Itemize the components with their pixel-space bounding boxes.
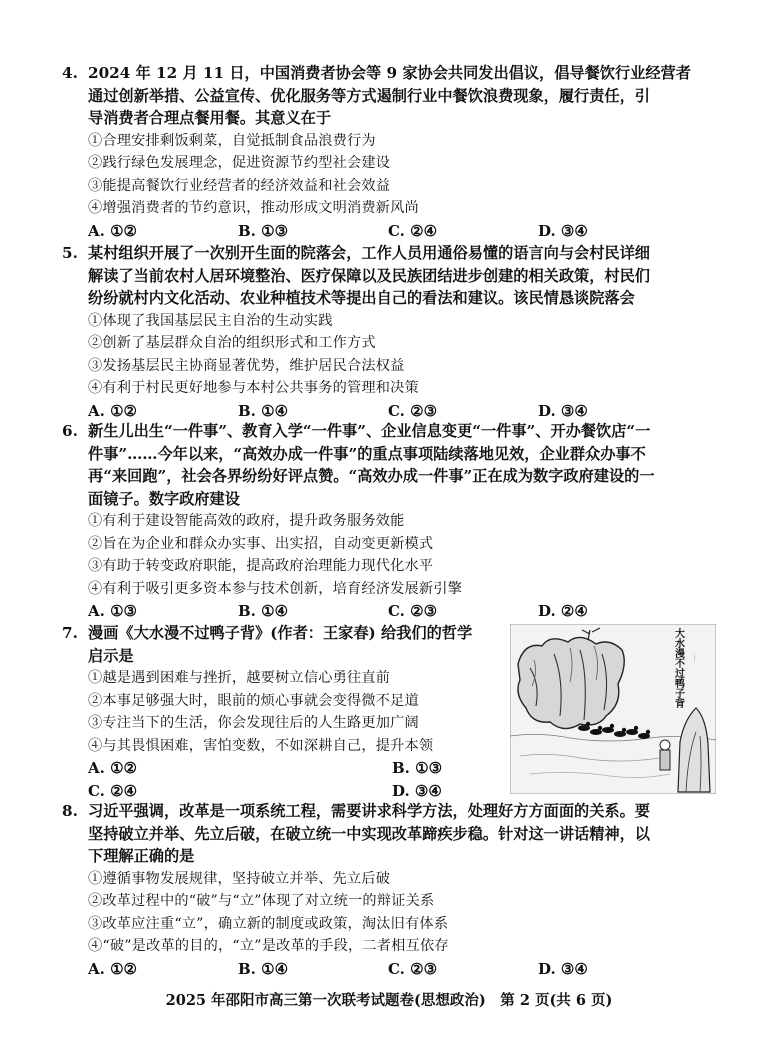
- choice-d[interactable]: D. ③④: [392, 781, 442, 800]
- answer-choices: [62, 600, 702, 623]
- question-5: [62, 242, 702, 422]
- option-1: ①越是遇到困难与挫折，越要树立信心勇往直前: [88, 670, 391, 686]
- svg-text:·····: ·····: [691, 654, 697, 662]
- stem-line: 纷纷就村内文化活动、农业种植技术等提出自己的看法和建议。该民情恳谈院落会: [88, 289, 635, 307]
- option-3: ③发扬基层民主协商显著优势，维护居民合法权益: [88, 357, 405, 374]
- choice-b[interactable]: B. ①④: [238, 401, 289, 420]
- choice-d[interactable]: D. ②④: [538, 602, 588, 620]
- choice-c[interactable]: C. ②③: [388, 602, 438, 620]
- answer-choices-row-1: [62, 757, 502, 780]
- option-2: ②改革过程中的“破”与“立”体现了对立统一的辩证关系: [88, 893, 435, 909]
- question-stem: [62, 420, 702, 510]
- stem-line: 通过创新举措、公益宣传、优化服务等方式遏制行业中餐饮浪费现象，履行责任，引: [88, 86, 650, 105]
- choice-d[interactable]: D. ③④: [538, 401, 588, 420]
- option-1: ①有利于建设智能高效的政府，提升政务服务效能: [88, 513, 405, 529]
- question-7: [62, 622, 502, 802]
- choice-d[interactable]: D. ③④: [538, 959, 588, 978]
- choice-b[interactable]: B. ①③: [392, 759, 443, 777]
- question-number: 5.: [62, 244, 78, 262]
- stem-line: 漫画《大水漫不过鸭子背》(作者：王家春) 给我们的哲学: [88, 624, 473, 642]
- option-4: ④有利于村民更好地参与本村公共事务的管理和决策: [88, 380, 419, 396]
- question-6: [62, 420, 702, 623]
- choice-a[interactable]: A. ①②: [88, 221, 137, 240]
- choice-d[interactable]: D. ③④: [538, 221, 588, 240]
- choice-c[interactable]: C. ②④: [88, 781, 138, 800]
- choice-b[interactable]: B. ①④: [238, 602, 289, 620]
- answer-choices: [62, 220, 702, 243]
- option-3: ③专注当下的生活，你会发现往后的人生路更加广阔: [88, 715, 419, 731]
- stem-line: 再“来回跑”，社会各界纷纷好评点赞。“高效办成一件事”正在成为数字政府建设的一: [88, 467, 655, 485]
- answer-choices: [62, 958, 702, 981]
- choice-b[interactable]: B. ①④: [238, 959, 289, 978]
- cartoon-drawing: [510, 624, 716, 794]
- question-stem: [62, 800, 702, 868]
- option-2: ②践行绿色发展理念，促进资源节约型社会建设: [88, 155, 391, 171]
- choice-a[interactable]: A. ①③: [88, 602, 137, 620]
- option-4: ④增强消费者的节约意识，推动形成文明消费新风尚: [88, 200, 419, 216]
- question-number: 8.: [62, 802, 78, 820]
- stem-line: 面镜子。数字政府建设: [88, 489, 240, 508]
- option-2: ②创新了基层群众自治的组织形式和工作方式: [88, 335, 376, 351]
- choice-a[interactable]: A. ①②: [88, 759, 137, 777]
- stem-line: 习近平强调，改革是一项系统工程，需要讲求科学方法，处理好方方面面的关系。要: [88, 802, 650, 820]
- stem-line: 2024 年 12 月 11 日，中国消费者协会等 9 家协会共同发出倡议，倡导餐饮行业经营者: [88, 64, 691, 82]
- question-number: 7.: [62, 624, 78, 642]
- choice-a[interactable]: A. ①②: [88, 401, 137, 420]
- option-2: ②旨在为企业和群众办实事、出实招，自动变更新模式: [88, 535, 434, 552]
- answer-choices: [62, 400, 702, 423]
- cartoon-image: [510, 624, 716, 794]
- choice-a[interactable]: A. ①②: [88, 959, 137, 978]
- choice-b[interactable]: B. ①③: [238, 221, 289, 240]
- option-3: ③能提高餐饮行业经营者的经济效益和社会效益: [88, 177, 391, 194]
- answer-choices-row-2: [62, 780, 502, 803]
- page-footer: 2025 年邵阳市高三第一次联考试题卷(思想政治) 第 2 页(共 6 页): [165, 992, 613, 1009]
- question-stem: [62, 622, 502, 667]
- option-1: ①体现了我国基层民主自治的生动实践: [88, 312, 333, 329]
- question-stem: [62, 62, 702, 130]
- option-1: ①遵循事物发展规律，坚持破立并举、先立后破: [88, 870, 391, 887]
- option-4: ④“破”是改革的目的，“立”是改革的手段，二者相互依存: [88, 938, 449, 954]
- stem-line: 下理解正确的是: [88, 847, 195, 865]
- stem-line: 坚持破立并举、先立后破，在破立统一中实现改革蹄疾步稳。针对这一讲话精神，以: [88, 824, 650, 843]
- stem-line: 导消费者合理点餐用餐。其意义在于: [88, 109, 331, 127]
- question-number: 4.: [62, 64, 78, 82]
- option-4: ④有利于吸引更多资本参与技术创新，培育经济发展新引擎: [88, 580, 463, 597]
- cartoon-caption: 大水漫不过鸭子背: [672, 628, 684, 708]
- question-stem: [62, 242, 702, 310]
- option-2: ②本事足够强大时，眼前的烦心事就会变得微不足道: [88, 692, 419, 709]
- choice-c[interactable]: C. ②③: [388, 401, 438, 420]
- question-8: [62, 800, 702, 980]
- choice-c[interactable]: C. ②③: [388, 959, 438, 978]
- choice-c[interactable]: C. ②④: [388, 221, 438, 240]
- option-1: ①合理安排剩饭剩菜，自觉抵制食品浪费行为: [88, 132, 376, 149]
- stem-line: 解读了当前农村人居环境整治、医疗保障以及民族团结进步创建的相关政策，村民们: [88, 266, 650, 285]
- stem-line: 启示是: [88, 646, 134, 665]
- option-4: ④与其畏惧困难，害怕变数，不如深耕自己，提升本领: [88, 737, 434, 754]
- stem-line: 新生儿出生“一件事”、教育入学“一件事”、企业信息变更“一件事”、开办餐饮店“一: [88, 422, 651, 440]
- stem-line: 件事”……今年以来，“高效办成一件事”的重点事项陆续落地见效，企业群众办事不: [88, 444, 646, 463]
- option-3: ③改革应注重“立”，确立新的制度或政策，淘汰旧有体系: [88, 915, 449, 932]
- option-3: ③有助于转变政府职能，提高政府治理能力现代化水平: [88, 558, 434, 574]
- stem-line: 某村组织开展了一次别开生面的院落会，工作人员用通俗易懂的语言向与会村民详细: [88, 244, 650, 262]
- question-4: [62, 62, 702, 242]
- question-number: 6.: [62, 422, 78, 440]
